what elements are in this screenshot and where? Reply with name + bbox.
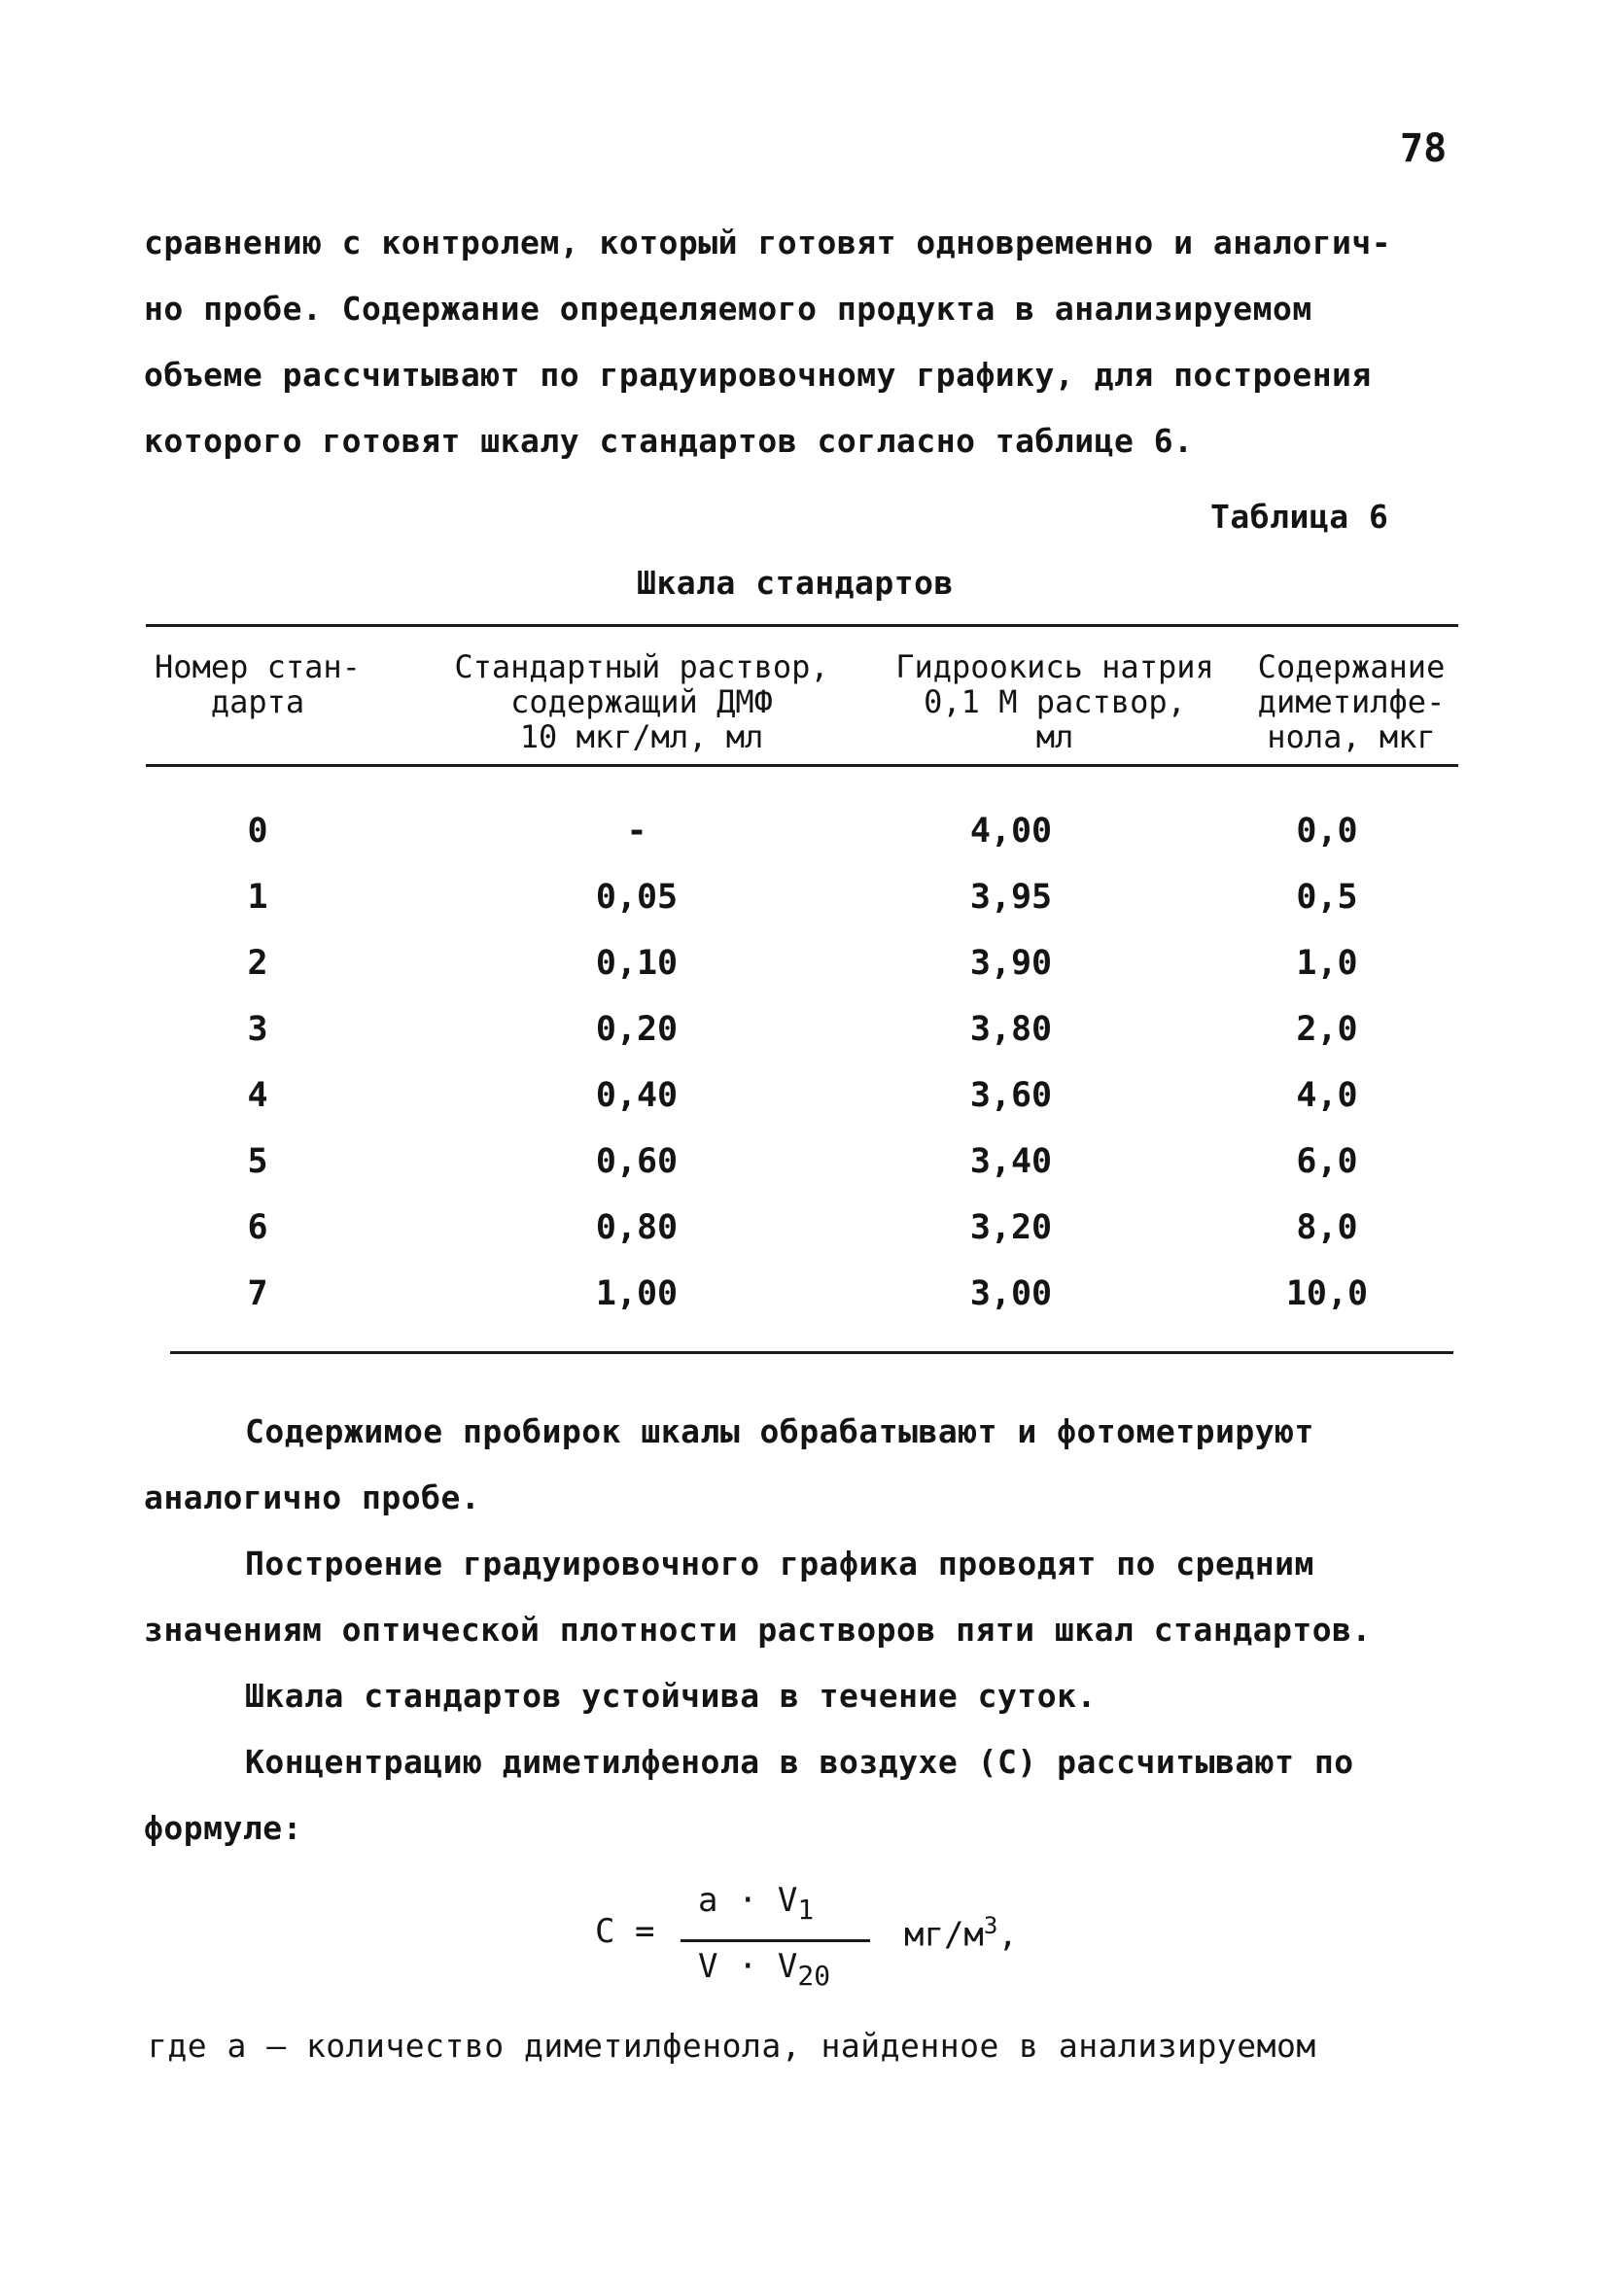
cell-solution: - (626, 812, 647, 851)
cell-content: 0,0 (1296, 812, 1358, 851)
cell-naoh: 3,60 (969, 1076, 1053, 1115)
cell-content: 2,0 (1296, 1010, 1358, 1049)
header-sodium-hydroxide (875, 649, 1235, 754)
cell-number: 7 (247, 1274, 268, 1313)
header-standard-solution (413, 649, 870, 754)
cell-naoh: 4,00 (969, 812, 1053, 851)
header-line: диметилфе- (1257, 683, 1446, 720)
cell-content: 6,0 (1296, 1142, 1358, 1181)
header-line: Содержание (1257, 648, 1446, 685)
cell-solution: 0,80 (595, 1208, 679, 1247)
cell-number: 0 (247, 812, 268, 851)
body-line-3: Построение градуировочного графика проводят по средним (245, 1545, 1314, 1583)
table-top-rule (146, 624, 1458, 627)
cell-solution: 1,00 (595, 1274, 679, 1313)
cell-content: 4,0 (1296, 1076, 1358, 1115)
header-line: содержащий ДМФ (510, 683, 773, 720)
cell-number: 6 (247, 1208, 268, 1247)
cell-solution: 0,60 (595, 1142, 679, 1181)
cell-number: 1 (247, 878, 268, 917)
intro-line-3: объеме рассчитывают по градуировочному графику, для построения (144, 356, 1372, 394)
formula-units-main: мг/м (904, 1915, 984, 1955)
formula-units-sup: 3 (983, 1912, 998, 1939)
cell-number: 5 (247, 1142, 268, 1181)
header-dimethylphenol-content (1240, 649, 1463, 754)
cell-solution: 0,40 (595, 1076, 679, 1115)
header-line: 10 мкг/мл, мл (519, 718, 764, 755)
cell-naoh: 3,20 (969, 1208, 1053, 1247)
cell-number: 2 (247, 944, 268, 983)
cell-content: 0,5 (1296, 878, 1358, 917)
formula-denominator-main: V · V (698, 1947, 798, 1986)
body-line-2: аналогично пробе. (144, 1478, 481, 1516)
table-bottom-rule (170, 1351, 1453, 1354)
formula-trailing: , (997, 1915, 1018, 1955)
page-number: 78 (1400, 126, 1448, 171)
cell-solution: 0,20 (595, 1010, 679, 1049)
intro-line-2: но пробе. Содержание определяемого продукта в анализируемом (144, 290, 1312, 328)
body-line-1: Содержимое пробирок шкалы обрабатывают и фотометрируют (245, 1412, 1314, 1450)
cell-number: 4 (247, 1076, 268, 1115)
cell-content: 10,0 (1285, 1274, 1369, 1313)
cell-content: 8,0 (1296, 1208, 1358, 1247)
table-label: Таблица 6 (1210, 498, 1389, 536)
formula-numerator-main: а · V (698, 1881, 798, 1920)
formula-denominator (698, 1947, 830, 1992)
header-line: мл (1035, 718, 1074, 755)
body-line-5: Шкала стандартов устойчива в течение суток. (245, 1677, 1097, 1715)
cell-solution: 0,05 (595, 878, 679, 917)
cell-naoh: 3,95 (969, 878, 1053, 917)
where-line: где а – количество диметилфенола, найденное в анализируемом (148, 2027, 1316, 2065)
intro-line-1: сравнению с контролем, который готовят одновременно и аналогич- (144, 224, 1392, 261)
cell-number: 3 (247, 1010, 268, 1049)
header-line: 0,1 М раствор, (924, 683, 1186, 720)
cell-content: 1,0 (1296, 944, 1358, 983)
body-line-4: значениям оптической плотности растворов пяти шкал стандартов. (144, 1611, 1372, 1649)
header-line: Стандартный раствор, (454, 648, 829, 685)
body-line-7: формуле: (144, 1809, 302, 1847)
table-title: Шкала стандартов (637, 564, 954, 602)
fraction-bar (681, 1939, 870, 1942)
formula-denominator-sub: 20 (797, 1959, 831, 1992)
formula-lhs: С = (595, 1912, 655, 1951)
body-line-6: Концентрацию диметилфенола в воздухе (С) рассчитывают по (245, 1743, 1354, 1781)
intro-line-4: которого готовят шкалу стандартов согласно таблице 6. (144, 422, 1194, 460)
formula-units (904, 1912, 1018, 1954)
header-standard-number (146, 649, 369, 719)
header-line: нола, мкг (1267, 718, 1436, 755)
table-header-rule (146, 764, 1458, 767)
header-line: Гидроокись натрия (895, 648, 1214, 685)
cell-naoh: 3,40 (969, 1142, 1053, 1181)
cell-naoh: 3,90 (969, 944, 1053, 983)
header-line: Номер стан- (155, 648, 361, 685)
formula-numerator-sub: 1 (797, 1893, 815, 1926)
cell-naoh: 3,80 (969, 1010, 1053, 1049)
cell-naoh: 3,00 (969, 1274, 1053, 1313)
cell-solution: 0,10 (595, 944, 679, 983)
header-line: дарта (210, 683, 305, 720)
formula-numerator (698, 1881, 814, 1926)
